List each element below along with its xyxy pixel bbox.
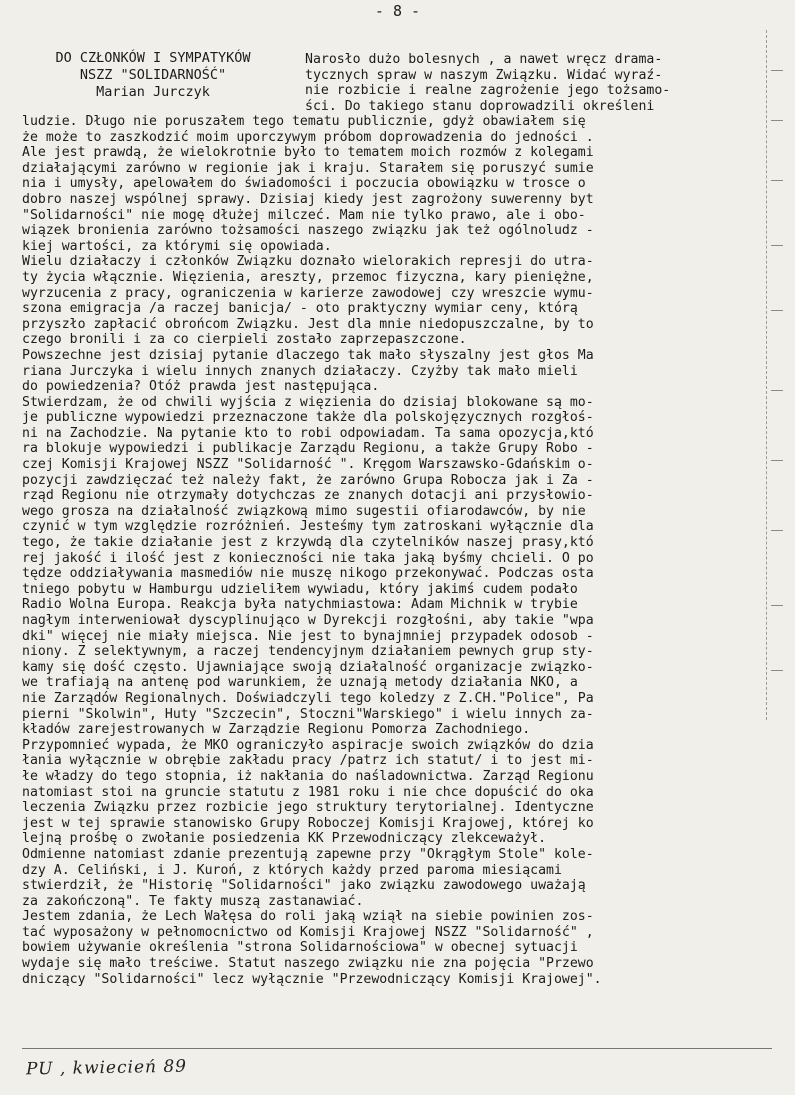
text-line: "Solidarności" nie mogę dłużej milczeć. Mam nie tylko prawo, ale i obo- (22, 207, 586, 223)
text-line: Radio Wolna Europa. Reakcja była natychmiastowa: Adam Michnik w trybie (22, 597, 578, 613)
text-line: Ale jest prawdą, że wielokrotnie było to tematem moich rozmów z kolegami (22, 145, 594, 161)
text-line: ludzie. Długo nie poruszałem tego tematu publicznie, gdyż obawiałem się (22, 114, 586, 129)
author-name: Marian Jurczyk (96, 84, 210, 100)
text-line: wyrzucenia z pracy, ograniczenia w karierze zawodowej czy wreszcie wymu- (22, 285, 594, 301)
text-line: ści. Do takiego stanu doprowadzili określeni (305, 98, 655, 114)
heading-line: DO CZŁONKÓW I SYMPATYKÓW (55, 50, 251, 66)
text-line: Jestem zdania, że Lech Wałęsa do roli jaką wziął na siebie powinien zos- (22, 909, 594, 925)
text-line: dzy A. Celiński, i J. Kuroń, z których każdy przed paroma miesiącami (22, 862, 562, 878)
handwritten-note: PU , kwiecień 89 (25, 1056, 188, 1080)
page-edge-margin (766, 30, 789, 720)
text-line: tać wyposażony w pełnomocnictwo od Komisji Krajowej NSZZ "Solidarność" , (22, 924, 594, 940)
text-line: nia i umysły, apelowałem do świadomości i poczucia obowiązku w trosce o (22, 176, 586, 192)
text-line: działającymi zarówno w regionie jak i kraju. Starałem się poruszyć sumie (22, 160, 594, 176)
text-line: Wielu działaczy i członków Związku doznało wielorakich represji do utra- (22, 254, 594, 270)
text-line: lejną prośbę o zwołanie posiedzenia KK Przewodniczący zlekceważył. (22, 831, 547, 847)
text-line: czynić w tym względzie rozróżnień. Jesteśmy tym zatroskani wyłącznie dla (22, 519, 594, 535)
text-line: dniczący "Solidarności" lecz wyłącznie "Przewodniczący Komisji Krajowej". (22, 971, 602, 987)
text-line: kładów zarejestrowanych w Zarządzie Regionu Pomorza Zachodniego. (22, 722, 531, 738)
text-line: tniego pobytu w Hamburgu udzieliłem wywiadu, który jakimś cudem podało (22, 581, 578, 597)
text-line: łe władzy do tego stopnia, iż nakłania do naśladownictwa. Zarząd Regionu (22, 768, 594, 784)
text-line: tycznych spraw w naszym Związku. Widać wyraź- (305, 67, 663, 83)
text-line: za zakończoną". Te fakty muszą zastanawiać. (22, 893, 364, 909)
text-line: Przypomnieć wypada, że MKO ograniczyło aspiracje swoich związków do dzia (22, 737, 594, 753)
text-line: ra blokuje wypowiedzi i publikacje Zarządu Regionu, a także Grupy Robo - (22, 441, 594, 457)
text-line: riana Jurczyka i wielu innych znanych działaczy. Czyżby tak mało mieli (22, 363, 578, 379)
text-line: pozycji zawdzięczać też należy fakt, że zarówno Grupa Robocza jak i Za - (22, 472, 594, 488)
text-line: czej Komisji Krajowej NSZZ "Solidarność ". Kręgom Warszawsko-Gdańskim o- (22, 457, 594, 473)
text-line: ty życia włącznie. Więzienia, areszty, przemoc fizyczna, kary pieniężne, (22, 269, 594, 285)
text-line: wydaje się mało treściwe. Statut naszego związku nie zna pojęcia "Przewo (22, 956, 594, 972)
text-line: czego bronili i za co cierpieli zostało zaprzepaszczone. (22, 332, 467, 348)
text-line: bowiem używanie określenia "strona Solidarnościowa" w obecnej sytuacji (22, 940, 578, 956)
text-line: jest w tej sprawie stanowisko Grupy Roboczej Komisji Krajowej, której ko (22, 815, 594, 831)
text-line: nie rozbicie i realne zagrożenie jego tożsamo- (305, 83, 671, 99)
page-number: - 8 - (374, 2, 421, 20)
footer-divider (22, 1048, 772, 1049)
text-line: natomiast stoi na gruncie statutu z 1981 roku i nie chce dopuścić do oka (22, 784, 594, 800)
text-line: tego, że takie działanie jest z krzywdą dla czytelników naszej prasy,któ (22, 535, 594, 551)
text-line: dki" więcej nie miały miejsca. Nie jest to bynajmniej przypadek odosob - (22, 628, 594, 644)
text-line: Powszechne jest dzisiaj pytanie dlaczego tak mało słyszalny jest głos Ma (22, 347, 594, 363)
text-line: Narosło dużo bolesnych , a nawet wręcz drama- (305, 52, 663, 67)
text-line: pierni "Skolwin", Huty "Szczecin", Stoczni"Warskiego" i wielu innych za- (22, 706, 594, 722)
text-line: dobro naszej wspólnej sprawy. Dzisiaj kiedy jest zagrożony suwerenny byt (22, 191, 594, 207)
text-line: kiej wartości, za którymi się opowiada. (22, 238, 332, 254)
text-line: Odmienne natomiast zdanie prezentują zapewne przy "Okrągłym Stole" kole- (22, 846, 594, 862)
text-line: leczenia Związku przez rozbicie jego struktury terytorialnej. Identyczne (22, 800, 594, 816)
article-heading (22, 50, 284, 101)
text-line: szona emigracja /a raczej banicja/ - oto praktyczny wymiar ceny, którą (22, 301, 578, 317)
text-line: tędze oddziaływania masmediów nie muszę nikogo przekonywać. Podczas osta (22, 566, 594, 582)
text-line: do powiedzenia? Otóż prawda jest następująca. (22, 379, 380, 395)
text-line: niony. Z selektywnym, a raczej tendencyjnym działaniem pewnych grup sty- (22, 644, 594, 660)
text-line: wego grosza na działalność związkową mimo sugestii ofiarodawców, by nie (22, 503, 586, 519)
text-line: ni na Zachodzie. Na pytanie kto to robi odpowiadam. Ta sama opozycja,któ (22, 425, 594, 441)
text-line: Stwierdzam, że od chwili wyjścia z więzienia do dzisiaj blokowane są mo- (22, 394, 594, 410)
text-line: przyszło zapłacić obrońcom Związku. Jest dla mnie niedopuszczalne, by to (22, 316, 594, 332)
text-line: stwierdził, że "Historię "Solidarności" jako związku zawodowego uważają (22, 878, 586, 894)
text-line: nie Zarządów Regionalnych. Doświadczyli tego koledzy z Z.CH."Police", Pa (22, 690, 594, 706)
text-line: łania wyłącznie w obrębie zakładu pracy /patrz ich statut/ i to jest mi- (22, 753, 594, 769)
text-line: wiązek bronienia zarówno tożsamości naszego związku jak też ogólnoludz - (22, 223, 594, 239)
text-line: rząd Regionu nie otrzymały dotychczas ze znanych dotacji ani przysłowio- (22, 488, 594, 504)
text-line: je publiczne wypowiedzi przeznaczone także dla polskojęzycznych rozgłoś- (22, 410, 594, 426)
article-body (22, 114, 770, 987)
text-line: we trafiają na antenę pod warunkiem, że uznają metody działania NKO, a (22, 675, 578, 691)
text-line: kamy się dość często. Ujawniające swoją działalność organizacje związko- (22, 659, 594, 675)
heading-line: NSZZ "SOLIDARNOŚĆ" (79, 67, 227, 83)
text-line: nagłym interweniował dyscyplinująco w Dyrekcji rozgłośni, aby takie "wpa (22, 613, 594, 628)
text-line: że może to zaszkodzić moim uporczywym próbom doprowadzenia do jedności . (22, 129, 594, 145)
intro-paragraph (305, 52, 755, 114)
text-line: rej jakość i ilość jest z konieczności nie taka jaką byśmy chcieli. O po (22, 550, 594, 566)
